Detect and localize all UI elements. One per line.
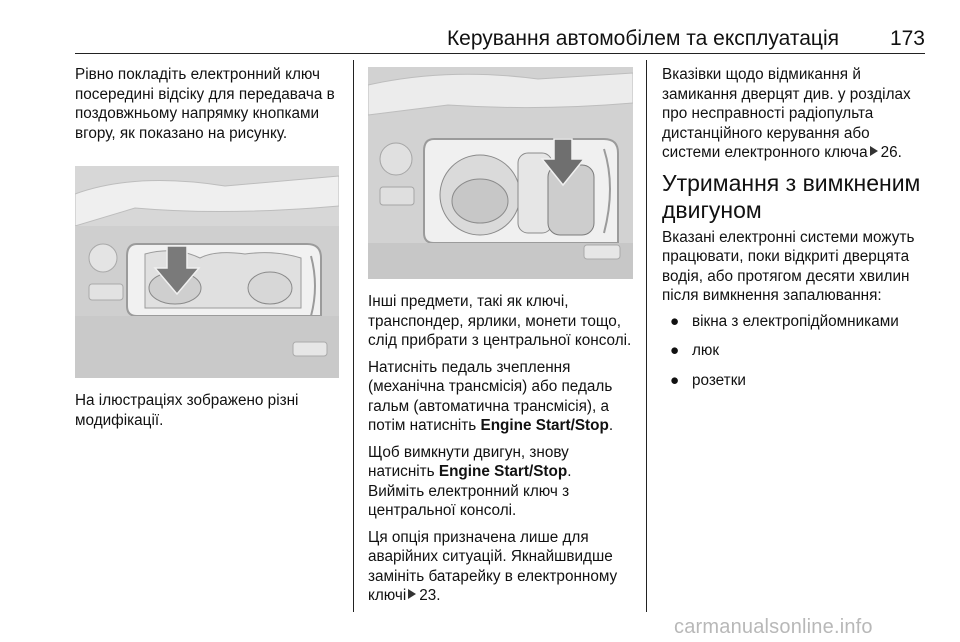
engine-start-stop-label: Engine Start/Stop — [480, 417, 609, 434]
list-item — [662, 341, 932, 361]
watermark: carmanualsonline.info — [674, 616, 873, 638]
column-divider — [353, 60, 354, 612]
list-item-text: люк — [692, 342, 720, 359]
page-header — [75, 27, 925, 55]
column-divider — [646, 60, 647, 612]
page-reference-arrow-icon — [870, 146, 878, 156]
text: Вказівки щодо відмикання й замикання дверцят див. у розділах про несправності радіопульта дистанційного керування або системи електронного ключа — [662, 66, 911, 161]
text: Ця опція призначена лише для аварійних ситуацій. Якнайшвидше замініть батарейку в електронному ключі — [368, 528, 618, 604]
figure-caption: На ілюстраціях зображено різні модифікації. — [75, 392, 299, 429]
text: . — [608, 417, 614, 434]
page-reference[interactable]: 26. — [880, 144, 902, 161]
header-rule — [75, 53, 925, 54]
text: Щоб вимкнути двигун, знову натисніть — [368, 443, 569, 480]
text: Натисніть педаль зчеплення (механічна трансмісія) або педаль гальм (автоматична трансмісія), а потім натисніть — [368, 358, 613, 434]
list-item — [662, 312, 932, 332]
text: . — [567, 463, 572, 480]
console-key-slot-illustration — [75, 166, 339, 378]
column-3 — [662, 65, 932, 400]
bullet-icon: ● — [670, 312, 680, 330]
paragraph-remove-key: Вийміть електронний ключ з центральної консолі. — [368, 482, 570, 519]
page-number: 173 — [889, 27, 925, 50]
column-1 — [75, 65, 345, 150]
column-1-caption — [75, 391, 345, 437]
paragraph-retained-power: Вказані електронні системи можуть працювати, поки відкриті дверцята водія, або протягом десяти хвилин після вимкнення запалювання: — [662, 228, 915, 304]
paragraph-remove-objects: Інші предмети, такі як ключі, транспондер, ярлики, монети тощо, слід прибрати з центральної консолі. — [368, 293, 632, 349]
bullet-list — [662, 312, 932, 391]
header-title: Керування автомобілем та експлуатація — [446, 27, 839, 50]
section-heading: Утримання з вимкненим двигуном — [662, 169, 921, 223]
list-item-text: розетки — [692, 371, 746, 389]
intro-paragraph: Рівно покладіть електронний ключ посередині відсіку для передавача в поздовжньому напрямку кнопками вгору, як показано на рисунку. — [75, 66, 335, 142]
bullet-icon: ● — [670, 342, 680, 359]
paragraph-emergency — [368, 528, 638, 606]
paragraph-stop-engine — [368, 443, 638, 482]
column-2 — [368, 292, 638, 613]
list-item-text: вікна з електропідйомниками — [692, 312, 899, 330]
paragraph-press-pedal — [368, 358, 638, 436]
console-key-slot-illustration — [368, 67, 633, 279]
page-reference[interactable]: 23. — [419, 587, 441, 604]
list-item — [662, 371, 932, 391]
paragraph-unlock-info — [662, 65, 932, 163]
bullet-icon: ● — [670, 371, 680, 389]
engine-start-stop-label: Engine Start/Stop — [438, 463, 568, 480]
page-reference-arrow-icon — [408, 589, 416, 599]
